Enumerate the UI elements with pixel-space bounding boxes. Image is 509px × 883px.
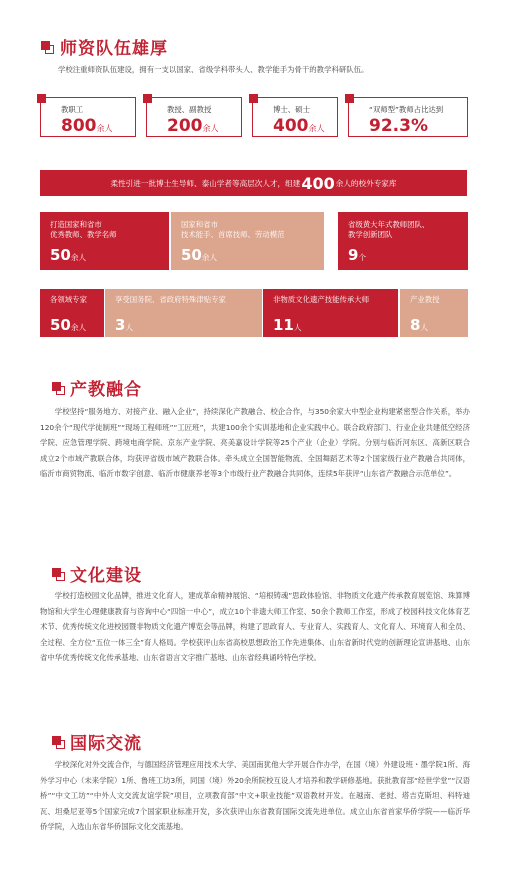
block-value: 50余人	[50, 246, 87, 264]
stat-label: 教职工	[61, 105, 84, 114]
stat-value: 92.3%	[369, 116, 428, 136]
section-marker-icon	[52, 382, 66, 396]
block-excellent-teachers	[40, 212, 169, 270]
industry-title: 产教融合	[70, 380, 142, 400]
stat-box-doctors	[252, 97, 338, 137]
expert-banner	[40, 170, 467, 196]
block-label: 国家和省市 技术能手、首席技师、劳动模范	[181, 220, 285, 239]
stat-label: 博士、硕士	[273, 105, 310, 114]
section-marker-icon	[52, 568, 66, 582]
block-value: 8人	[410, 316, 429, 334]
block-technical-experts	[171, 212, 324, 270]
block-label: 非物质文化遗产技能传承大师	[273, 295, 370, 304]
stat-box-professors	[146, 97, 242, 137]
block-heritage-masters	[263, 289, 398, 337]
faculty-title: 师资队伍雄厚	[60, 39, 168, 59]
stat-box-dual-teacher	[348, 97, 468, 137]
block-value: 50余人	[181, 246, 218, 264]
stat-box-staff	[40, 97, 136, 137]
industry-paragraph: 学校坚持“服务地方、对接产业、融入企业”，持续深化产教融合、校企合作，与350余家大中型企业构建紧密型合作关系，举办120余个“现代学徒制班”“现场工程师班”“工匠班”，共建100余个实训基地和企业实践中心。联合政府部门、行业企业共建低空经济学院、应急管理学院、跨境电商学院、京东产业学院、亮美嘉设计学院等25个产业（企业）学院。分别与临沂河东区、高新区联合成立2个市域产教联合体，均获评省级市域产教联合体。牵头成立全国智能物流、全国舞蹈艺术等2个国家级行业产教融合共同体，临沂市商贸物流、临沂市数字创意、临沂市健康养老等3个市级行业产教融合共同体，连续5年获评“山东省产教融合示范单位”。	[40, 407, 470, 478]
section-marker-icon	[52, 736, 66, 750]
block-label: 各领域专家	[50, 295, 87, 304]
block-value: 11人	[273, 316, 302, 334]
block-teaching-teams	[338, 212, 468, 270]
international-title: 国际交流	[70, 734, 142, 754]
block-value: 50余人	[50, 316, 87, 334]
section-marker-icon	[41, 41, 55, 55]
block-value: 3人	[115, 316, 134, 334]
culture-title: 文化建设	[70, 566, 142, 586]
banner-text-pre: 柔性引进一批博士生导师、泰山学者等高层次人才，组建	[110, 178, 301, 188]
stat-label: 教授、副教授	[167, 105, 212, 114]
culture-paragraph: 学校打造校园文化品牌，推进文化育人，建成革命精神展馆、“培根铸魂”思政体验馆、非物质文化遗产传承教育展览馆、珠算博物馆和大学生心理健康教育与咨询中心“四馆一中心”，成立10个非遗大师工作室、50余个教师工作室，形成了校园科技文化体育艺术节、优秀传统文化进校园暨非物质文化遗产博览会等品牌，构建了思政育人、专业育人、实践育人、文化育人、环境育人和全员、全过程、全方位“五位一体三全”育人格局。学校获评山东省高校思想政治工作先进集体、山东省新时代党的创新理论宣讲基地、山东省中华优秀传统文化传承基地、山东省语言文字推广基地、山东省经典诵吟特色学校。	[40, 591, 470, 662]
block-label: 打造国家和省市 优秀教师、教学名师	[50, 220, 117, 239]
block-label: 省级黄大年式教师团队、 教学创新团队	[348, 220, 430, 239]
stat-value: 800余人	[61, 116, 113, 136]
block-field-experts	[40, 289, 104, 337]
stat-label: “双师型”教师占比达到	[369, 105, 444, 114]
faculty-intro: 学校注重师资队伍建设，拥有一支以国家、省级学科带头人、教学能手为骨干的教学科研队伍。	[58, 65, 369, 74]
block-special-allowance	[105, 289, 262, 337]
banner-number: 400	[301, 173, 335, 193]
block-label: 享受国务院、省政府特殊津贴专家	[115, 295, 226, 304]
banner-text-post: 余人的校外专家库	[335, 178, 397, 188]
block-value: 9个	[348, 246, 367, 264]
block-industry-professors	[400, 289, 468, 337]
block-label: 产业教授	[410, 295, 440, 304]
international-paragraph: 学校深化对外交流合作，与德国经济管理应用技术大学、美国南犹他大学开展合作办学，在国（境）外建设班・墨学院1所、海外学习中心（未来学院）1所、鲁班工坊3所，同国（境）外20余所院校互设人才培养和教学研修基地。获批教育部“经世学堂”“汉语桥”“中文工坊”“中外人文交流友谊学院”项目，立项教育部“中文+职业技能”双语教材开发。在越南、老挝、塔吉克斯坦、科特迪瓦、坦桑尼亚等5个国家完成7个国家职业标准开发，多次获评山东省教育国际交流先进单位。成立山东省首家华侨学院——临沂华侨学院，入选山东省华侨国际文化交流基地。	[40, 760, 470, 831]
stat-value: 400余人	[273, 116, 325, 136]
stat-value: 200余人	[167, 116, 219, 136]
